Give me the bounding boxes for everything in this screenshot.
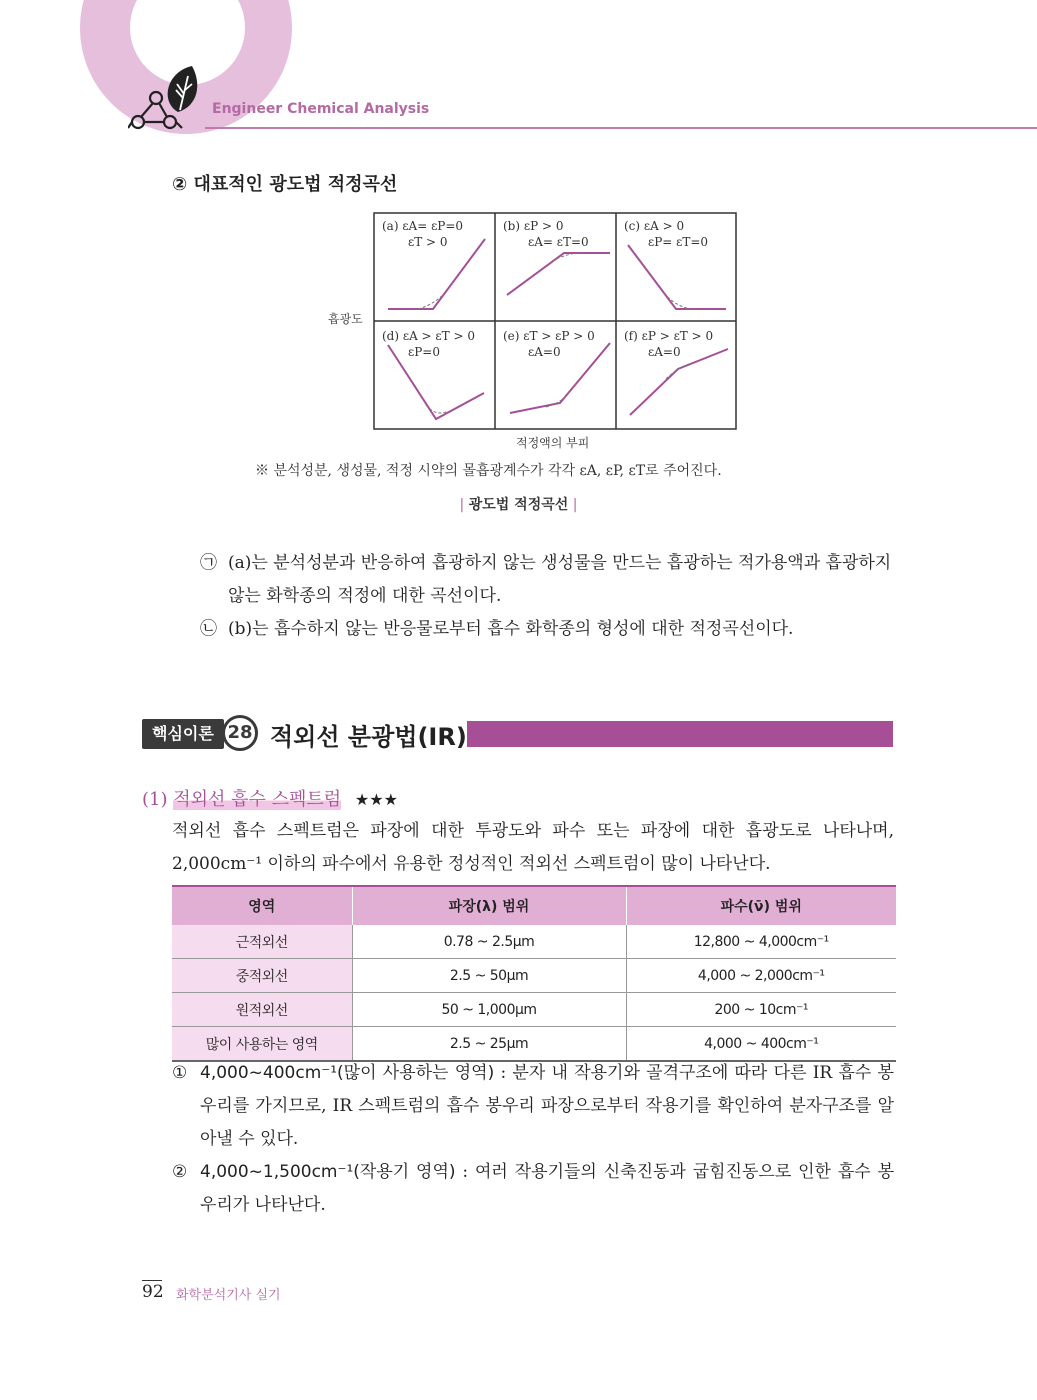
ir-region-table xyxy=(172,885,896,1062)
item-text: (a)는 분석성분과 반응하여 흡광하지 않는 생성물을 만드는 흡광하는 적가용액과 흡광하지 않는 화학종의 적정에 대한 곡선이다. xyxy=(228,553,892,606)
curve-b-line xyxy=(507,253,610,295)
figure-caption-text: 광도법 적정곡선 xyxy=(468,497,569,513)
item-text: (b)는 흡수하지 않는 반응물로부터 흡수 화학종의 형성에 대한 적정곡선이다. xyxy=(228,619,794,639)
section-badge: 핵심이론 xyxy=(142,719,224,749)
curve-explanations xyxy=(200,547,895,646)
table-cell: 중적외선 xyxy=(172,959,352,993)
curve-d-label1: (d) εA > εT > 0 xyxy=(382,329,475,343)
item-text: : 분자 내 작용기와 골격구조에 따라 다른 IR 흡수 봉우리를 가지므로, IR 스펙트럼의 흡수 봉우리 파장으로부터 작용기를 확인하여 분자구조를 알아낼 수 있다. xyxy=(200,1063,894,1149)
heading-text: 적외선 흡수 스펙트럼 xyxy=(173,789,342,810)
table-cell: 50 ~ 1,000μm xyxy=(352,993,626,1027)
table-header-row xyxy=(172,886,896,925)
column-header: 파장(λ) 범위 xyxy=(352,886,626,925)
curve-f-label2: εA=0 xyxy=(648,345,681,359)
heading-ir-spectrum xyxy=(142,785,398,811)
importance-stars: ★★★ xyxy=(354,790,398,809)
section-number: 28 xyxy=(222,715,258,751)
curve-f-label1: (f) εP > εT > 0 xyxy=(624,329,714,343)
figure-ylabel: 흡광도 xyxy=(328,312,363,326)
list-item xyxy=(172,1057,894,1156)
list-item xyxy=(172,1156,894,1222)
table-cell: 4,000 ~ 2,000cm⁻¹ xyxy=(626,959,896,993)
curve-a-line xyxy=(388,239,485,309)
section-banner-bar xyxy=(467,721,893,747)
list-item xyxy=(200,547,895,613)
titration-curves-figure xyxy=(320,205,760,455)
curve-a-label1: (a) εA= εP=0 xyxy=(382,219,464,233)
section-title: 적외선 분광법(IR) xyxy=(270,723,467,751)
table-row xyxy=(172,959,896,993)
table-cell: 근적외선 xyxy=(172,925,352,959)
curve-a-dashed xyxy=(418,293,445,309)
book-title: 화학분석기사 실기 xyxy=(176,1288,281,1303)
table-cell: 2.5 ~ 50μm xyxy=(352,959,626,993)
curve-c-line xyxy=(628,245,726,309)
curve-b-label2: εA= εT=0 xyxy=(528,235,589,249)
item-term: 4,000~400cm⁻¹(많이 사용하는 영역) xyxy=(200,1063,495,1083)
figure-note: ※ 분석성분, 생성물, 적정 시약의 몰흡광계수가 각각 εA, εP, εT로 주어진다. xyxy=(255,463,722,479)
curve-d-label2: εP=0 xyxy=(408,345,440,359)
intro-paragraph: 적외선 흡수 스펙트럼은 파장에 대한 투광도와 파수 또는 파장에 대한 흡광도로 나타나며, 2,000cm⁻¹ 이하의 파수에서 유용한 정성적인 적외선 스펙트럼이 많이 나타난다. xyxy=(172,821,894,874)
table-cell: 2.5 ~ 25μm xyxy=(352,1027,626,1062)
curve-c-label1: (c) εA > 0 xyxy=(624,219,685,233)
figure-xlabel: 적정액의 부피 xyxy=(516,436,590,450)
item-marker: ① xyxy=(172,1063,188,1083)
table-cell: 12,800 ~ 4,000cm⁻¹ xyxy=(626,925,896,959)
item-marker: ㉡ xyxy=(200,619,217,639)
curve-c-dashed xyxy=(664,293,692,309)
column-header: 영역 xyxy=(172,886,352,925)
item-text: : 여러 작용기들의 신축진동과 굽힘진동으로 인한 흡수 봉우리가 나타난다. xyxy=(200,1162,894,1215)
table-cell: 많이 사용하는 영역 xyxy=(172,1027,352,1062)
figure-caption: | 광도법 적정곡선 | xyxy=(459,497,578,513)
table-cell: 원적외선 xyxy=(172,993,352,1027)
ir-region-explanations xyxy=(172,1057,894,1222)
page-number: 92 xyxy=(142,1282,164,1302)
curve-b-label1: (b) εP > 0 xyxy=(503,219,564,233)
table-row xyxy=(172,1027,896,1062)
molecule-leaf-icon xyxy=(128,62,203,132)
curve-a-label2: εT > 0 xyxy=(408,235,448,249)
table-row xyxy=(172,925,896,959)
table-cell: 4,000 ~ 400cm⁻¹ xyxy=(626,1027,896,1062)
item-term: 4,000~1,500cm⁻¹(작용기 영역) xyxy=(200,1162,456,1182)
list-item xyxy=(200,613,895,646)
heading-number: (1) xyxy=(142,789,168,810)
table-cell: 0.78 ~ 2.5μm xyxy=(352,925,626,959)
curve-e-label1: (e) εT > εP > 0 xyxy=(503,329,595,343)
curve-c-label2: εP= εT=0 xyxy=(648,235,709,249)
table-row xyxy=(172,993,896,1027)
item-marker: ② xyxy=(172,1162,188,1182)
header-rule xyxy=(205,127,1037,129)
table-cell: 200 ~ 10cm⁻¹ xyxy=(626,993,896,1027)
curve-e-label2: εA=0 xyxy=(528,345,561,359)
item-marker: ㉠ xyxy=(200,553,217,573)
footer-rule xyxy=(142,1280,162,1281)
subsection-heading: ② 대표적인 광도법 적정곡선 xyxy=(172,174,398,195)
column-header: 파수(ν̄) 범위 xyxy=(626,886,896,925)
header-title: Engineer Chemical Analysis xyxy=(212,101,430,117)
